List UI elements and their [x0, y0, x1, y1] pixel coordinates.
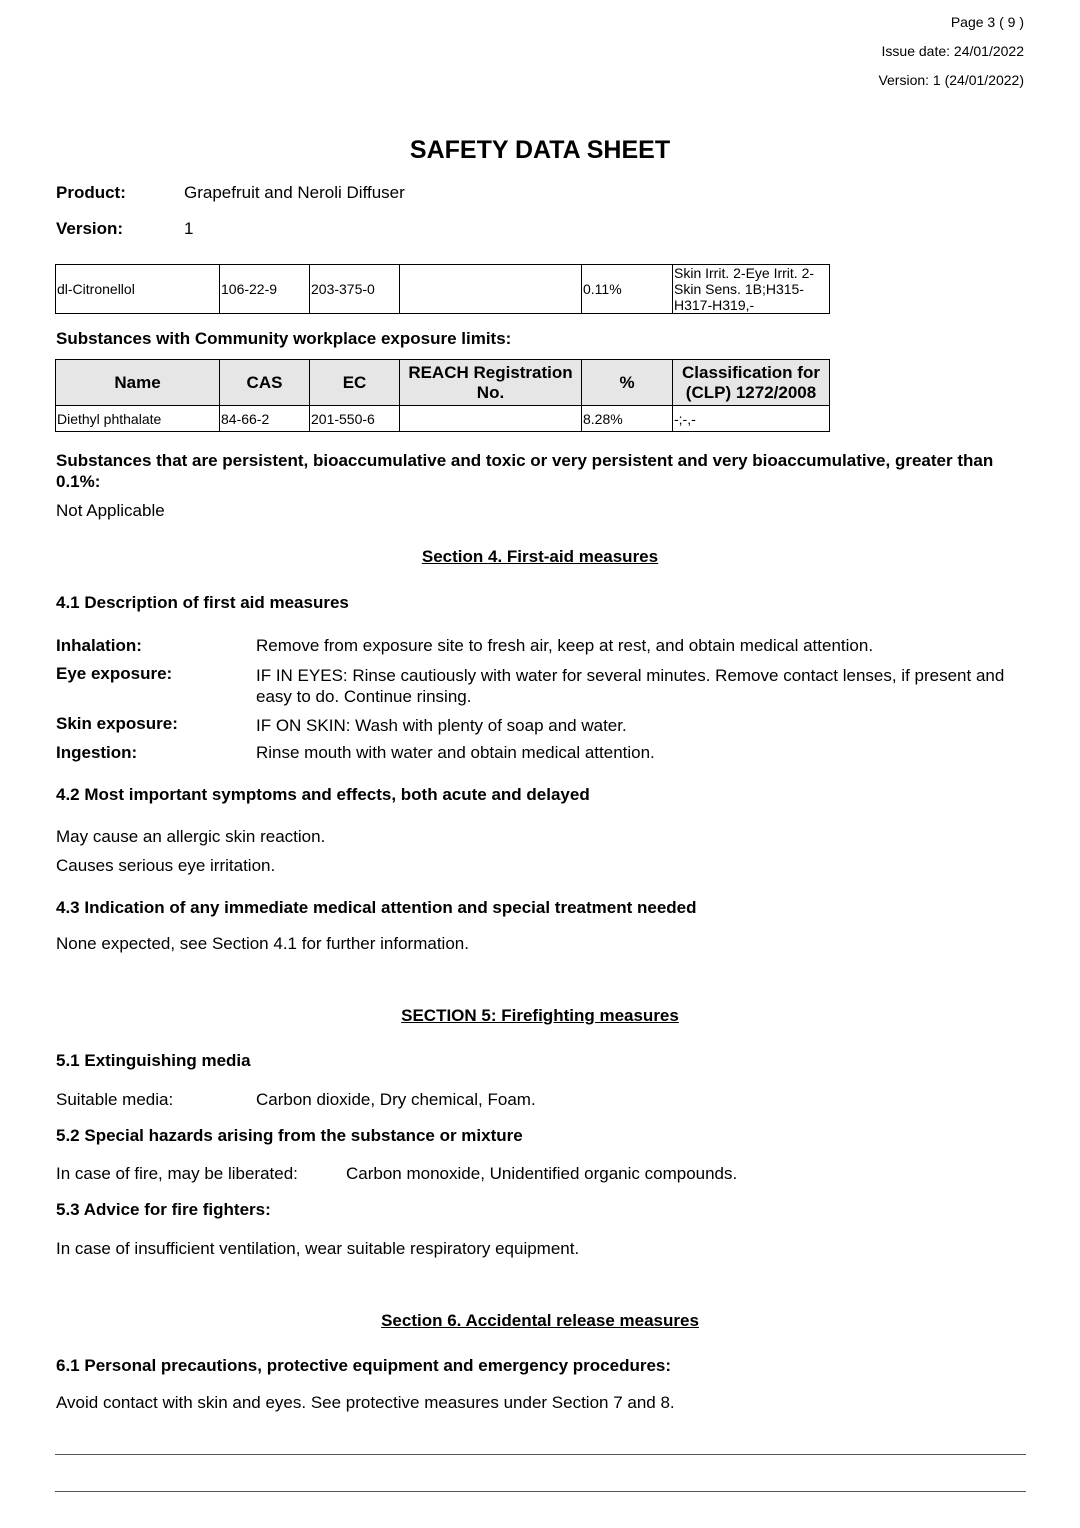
- inhalation-value: Remove from exposure site to fresh air, keep at rest, and obtain medical attention.: [256, 636, 874, 655]
- table-row: [56, 265, 830, 314]
- skin-exposure-label: Skin exposure:: [56, 714, 178, 733]
- subsection-5-3: 5.3 Advice for fire fighters:: [56, 1200, 271, 1219]
- ec-number: 203-375-0: [310, 265, 400, 314]
- subsection-4-1: 4.1 Description of first aid measures: [56, 593, 349, 612]
- reach-number: [400, 265, 582, 314]
- subsection-5-3-text: In case of insufficient ventilation, wear suitable respiratory equipment.: [56, 1239, 580, 1258]
- subsection-4-3: 4.3 Indication of any immediate medical attention and special treatment needed: [56, 898, 697, 917]
- suitable-media-label: Suitable media:: [56, 1090, 174, 1109]
- ingredients-table-continued: [55, 264, 830, 314]
- version-value: 1: [184, 219, 194, 238]
- subsection-4-3-text: None expected, see Section 4.1 for further information.: [56, 934, 469, 953]
- cas-number: 84-66-2: [220, 406, 310, 432]
- substance-name: Diethyl phthalate: [56, 406, 220, 432]
- section-6-title: Section 6. Accidental release measures: [381, 1311, 699, 1330]
- col-header-name: Name: [56, 360, 220, 406]
- issue-date: Issue date: 24/01/2022: [881, 43, 1024, 59]
- col-header-reach: REACH Registration No.: [400, 360, 582, 406]
- exposure-limits-table: [55, 359, 830, 432]
- pbt-heading: Substances that are persistent, bioaccumulative and toxic or very persistent and very bioaccumulative, greater than 0.1%:: [56, 451, 994, 491]
- product-value: Grapefruit and Neroli Diffuser: [184, 183, 405, 202]
- footer-divider-bottom: [55, 1491, 1026, 1492]
- ingestion-value: Rinse mouth with water and obtain medical attention.: [256, 743, 655, 762]
- subsection-4-2: 4.2 Most important symptoms and effects, both acute and delayed: [56, 785, 590, 804]
- eye-exposure-value: IF IN EYES: Rinse cautiously with water for several minutes. Remove contact lenses, if present and easy to do. Continue rinsing.: [256, 666, 1005, 706]
- section-4-title: Section 4. First-aid measures: [421, 547, 659, 566]
- subsection-6-1-text: Avoid contact with skin and eyes. See protective measures under Section 7 and 8.: [56, 1393, 675, 1412]
- col-header-classification: Classification for (CLP) 1272/2008: [673, 360, 830, 406]
- symptom-line-2: Causes serious eye irritation.: [56, 856, 276, 875]
- classification: -;-,-: [673, 406, 830, 432]
- cas-number: 106-22-9: [220, 265, 310, 314]
- skin-exposure-value: IF ON SKIN: Wash with plenty of soap and water.: [256, 716, 627, 735]
- page-number: Page 3 ( 9 ): [950, 14, 1024, 30]
- table-header-row: [56, 360, 830, 406]
- fire-hazard-label: In case of fire, may be liberated:: [56, 1164, 298, 1183]
- inhalation-label: Inhalation:: [56, 636, 142, 655]
- percentage: 8.28%: [582, 406, 673, 432]
- substance-name: dl-Citronellol: [56, 265, 220, 314]
- col-header-ec: EC: [310, 360, 400, 406]
- document-title: SAFETY DATA SHEET: [409, 136, 671, 164]
- ingestion-label: Ingestion:: [56, 743, 138, 762]
- suitable-media-value: Carbon dioxide, Dry chemical, Foam.: [256, 1090, 536, 1109]
- reach-number: [400, 406, 582, 432]
- header-version: Version: 1 (24/01/2022): [878, 72, 1024, 88]
- subsection-5-2: 5.2 Special hazards arising from the substance or mixture: [56, 1126, 523, 1145]
- ec-number: 201-550-6: [310, 406, 400, 432]
- pbt-value: Not Applicable: [56, 501, 165, 520]
- col-header-percent: %: [582, 360, 673, 406]
- symptom-line-1: May cause an allergic skin reaction.: [56, 827, 326, 846]
- section-5-title: SECTION 5: Firefighting measures: [401, 1006, 679, 1025]
- subsection-6-1: 6.1 Personal precautions, protective equipment and emergency procedures:: [56, 1356, 672, 1375]
- table-row: [56, 406, 830, 432]
- version-label: Version:: [56, 219, 124, 238]
- community-limits-heading: Substances with Community workplace exposure limits:: [56, 329, 512, 348]
- col-header-cas: CAS: [220, 360, 310, 406]
- classification: Skin Irrit. 2-Eye Irrit. 2-Skin Sens. 1B;H315-H317-H319,-: [673, 265, 830, 314]
- fire-hazard-value: Carbon monoxide, Unidentified organic compounds.: [346, 1164, 738, 1183]
- footer-divider-top: [55, 1454, 1026, 1455]
- eye-exposure-label: Eye exposure:: [56, 664, 173, 683]
- percentage: 0.11%: [582, 265, 673, 314]
- product-label: Product:: [56, 183, 126, 202]
- subsection-5-1: 5.1 Extinguishing media: [56, 1051, 251, 1070]
